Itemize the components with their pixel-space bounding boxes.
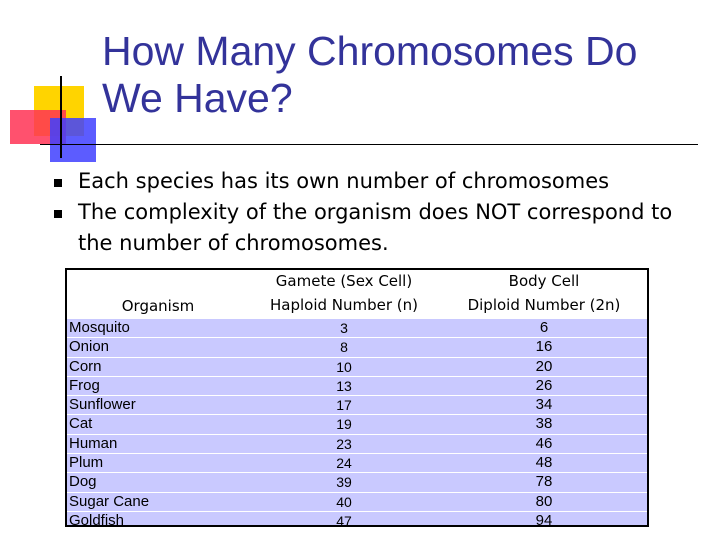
cell-haploid: 24 — [336, 455, 352, 472]
cell-haploid: 39 — [336, 474, 352, 491]
slide-title: How Many Chromosomes Do We Have? — [102, 28, 638, 121]
bullet-item — [54, 166, 694, 197]
header-gamete-line2: Haploid Number (n) — [269, 296, 419, 314]
cell-organism: Sunflower — [69, 396, 136, 414]
header-body-line2: Diploid Number (2n) — [467, 296, 621, 314]
table-row — [67, 337, 647, 356]
bullet-square-icon — [54, 210, 62, 218]
header-gamete-line1: Gamete (Sex Cell) — [275, 272, 413, 290]
cell-organism: Sugar Cane — [69, 492, 150, 510]
cell-diploid: 26 — [535, 376, 553, 394]
cell-diploid: 46 — [535, 434, 553, 452]
decorative-vertical-line — [60, 76, 62, 158]
table-row — [67, 414, 647, 433]
title-underline — [40, 144, 698, 145]
header-body-line1: Body Cell — [508, 272, 580, 290]
chromosome-table — [65, 268, 649, 527]
cell-organism: Frog — [69, 376, 100, 394]
cell-diploid: 78 — [535, 473, 553, 491]
cell-diploid: 94 — [535, 511, 553, 529]
cell-diploid: 48 — [535, 454, 553, 472]
cell-organism: Human — [69, 434, 118, 452]
cell-diploid: 16 — [535, 338, 553, 356]
bullet-square-icon — [54, 179, 62, 187]
table-row — [67, 453, 647, 472]
table-header — [67, 270, 647, 318]
cell-haploid: 23 — [336, 435, 352, 452]
cell-diploid: 6 — [539, 319, 549, 336]
cell-haploid: 13 — [336, 377, 352, 394]
table-row — [67, 395, 647, 414]
table-row — [67, 492, 647, 511]
table-row — [67, 511, 647, 530]
cell-haploid: 17 — [336, 397, 352, 414]
table-row — [67, 376, 647, 395]
table-body — [67, 318, 647, 530]
cell-haploid: 40 — [336, 493, 352, 510]
bullet-text: Each species has its own number of chromosomes — [78, 169, 610, 193]
cell-haploid: 19 — [336, 416, 352, 433]
table-row — [67, 434, 647, 453]
cell-organism: Corn — [69, 357, 102, 375]
cell-organism: Goldfish — [69, 511, 125, 529]
table-row — [67, 357, 647, 376]
cell-diploid: 20 — [535, 357, 553, 375]
cell-organism: Onion — [69, 338, 110, 356]
bullet-text: The complexity of the organism does NOT correspond to the number of chromosomes. — [78, 200, 673, 255]
cell-organism: Plum — [69, 454, 104, 472]
cell-diploid: 80 — [535, 492, 553, 510]
cell-diploid: 34 — [535, 396, 553, 414]
table-row — [67, 472, 647, 491]
header-organism: Organism — [121, 297, 195, 315]
bullet-item — [54, 197, 694, 259]
table-row — [67, 318, 647, 337]
decorative-blue-square — [50, 118, 96, 162]
cell-haploid: 3 — [340, 320, 348, 336]
cell-organism: Cat — [69, 415, 93, 433]
cell-haploid: 8 — [340, 339, 348, 356]
cell-haploid: 10 — [336, 358, 352, 375]
cell-haploid: 47 — [336, 512, 352, 529]
bullet-list — [54, 166, 694, 259]
cell-organism: Mosquito — [69, 319, 130, 336]
cell-diploid: 38 — [535, 415, 553, 433]
cell-organism: Dog — [69, 473, 97, 491]
